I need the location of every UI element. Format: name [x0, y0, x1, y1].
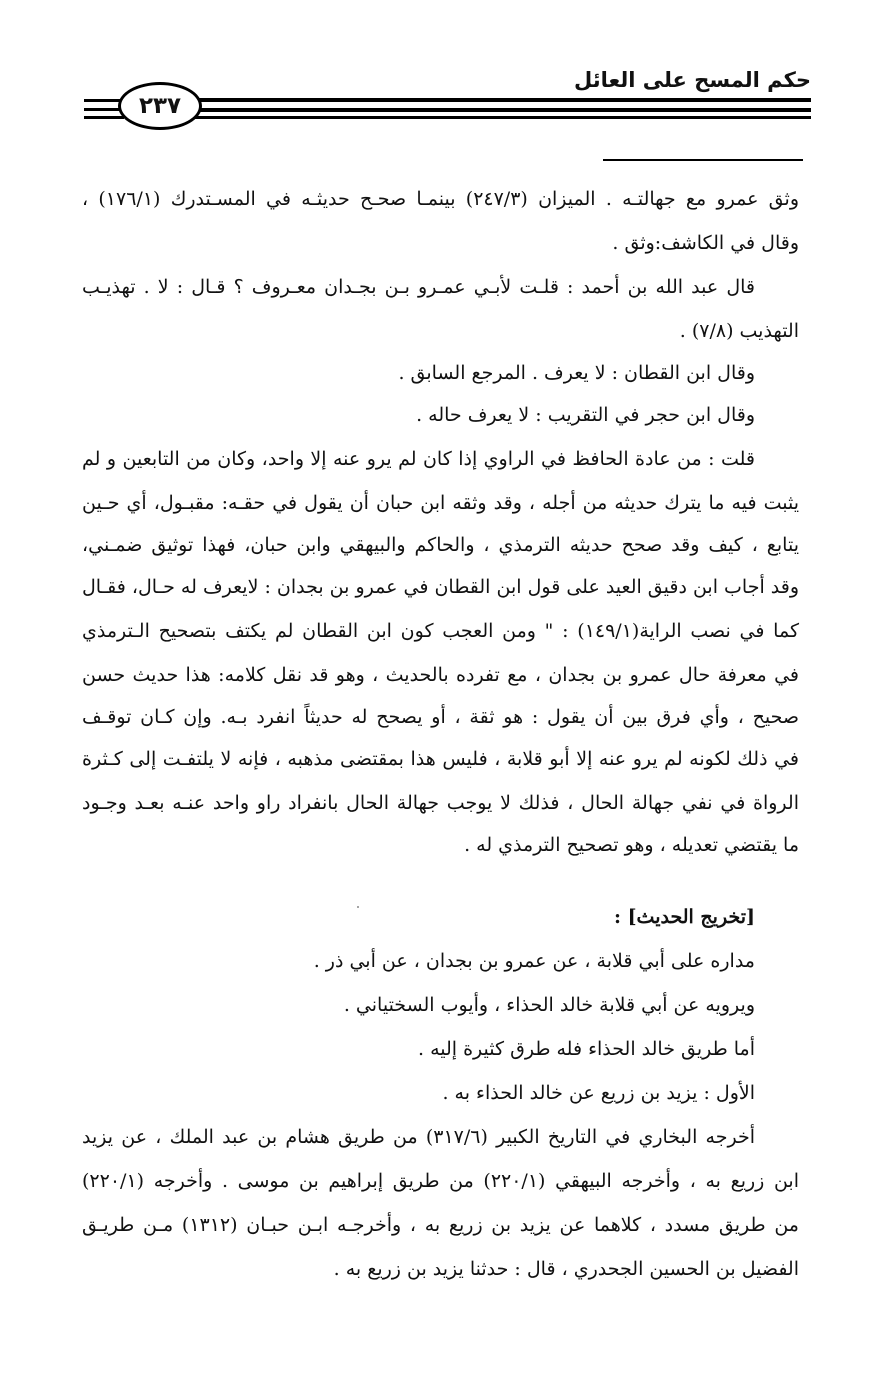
text-line: الأول : يزيد بن زريع عن خالد الحذاء به .: [442, 1082, 755, 1104]
text-line: وثق عمرو مع جهالتـه . الميزان (٢٤٧/٣) بينمـا صحـح حديثـه في المسـتدرك (١٧٦/١) ،: [82, 188, 799, 210]
text-line: ابن زريع به ، وأخرجه البيهقي (٢٢٠/١) من طريق إبراهيم بن موسى . وأخرجه (٢٢٠/١): [82, 1170, 799, 1192]
text-line: قلت : من عادة الحافظ في الراوي إذا كان لم يرو عنه إلا واحد، وكان من التابعين و لم: [82, 448, 755, 470]
header-rule: [190, 116, 811, 119]
text-line: وقد أجاب ابن دقيق العيد على قول ابن القطان في عمرو بن بجدان : لايعرف له حـال، فقـال: [81, 576, 799, 598]
text-line: وقال ابن حجر في التقريب : لا يعرف حاله .: [416, 404, 755, 426]
text-line: مداره على أبي قلابة ، عن عمرو بن بجدان ، عن أبي ذر .: [313, 950, 755, 972]
text-line: التهذيب (٧/٨) .: [679, 320, 799, 342]
text-line: وقال في الكاشف:وثق .: [612, 232, 799, 254]
text-line: أخرجه البخاري في التاريخ الكبير (٣١٧/٦) من طريق هشام بن عبد الملك ، عن يزيد: [82, 1126, 755, 1148]
section-heading: [تخريج الحديث] :: [613, 906, 755, 928]
text-line: في معرفة حال عمرو بن بجدان ، مع تفرده بالحديث ، وهو قد نقل كلامه: هذا حديث حسن: [82, 664, 799, 686]
header-rule: [190, 108, 811, 112]
footnote-separator: [603, 159, 803, 161]
text-line: ما يقتضي تعديله ، وهو تصحيح الترمذي له .: [464, 834, 799, 856]
text-line: قال عبد الله بن أحمد : قلـت لأبـي عمـرو بـن بجـدان معـروف ؟ قـال : لا . تهذيـب: [82, 276, 755, 298]
header-rule: [84, 116, 124, 119]
text-line: كما في نصب الراية(١٤٩/١) : " ومن العجب كون ابن القطان لم يكتف بتصحيح الـترمذي: [82, 620, 799, 642]
text-line: وقال ابن القطان : لا يعرف . المرجع السابق .: [398, 362, 755, 384]
running-title: حكم المسح على العائل: [573, 68, 811, 92]
scan-speck: [357, 906, 359, 908]
page-number: ٢٣٧: [118, 82, 202, 130]
text-line: يثبت فيه ما يترك حديثه من أجله ، وقد وثقه ابن حبان أن يقول في حقـه: مقبـول، أي حـين: [82, 492, 799, 514]
text-line: صحيح ، وأي فرق بين أن يقول : هو ثقة ، أو يصحح له حديثاً انفرد بـه. وإن كـان توقـف: [82, 706, 799, 728]
text-line: الرواة في نفي جهالة الحال ، فذلك لا يوجب جهالة الحال بانفراد راو واحد عنـه بعـد وجـود: [82, 792, 799, 814]
header-rule: [190, 98, 811, 102]
text-line: يتابع ، كيف وقد صحح حديثه الترمذي ، والحاكم والبيهقي وابن حبان، فهذا توثيق ضمـني،: [82, 534, 799, 556]
text-line: أما طريق خالد الحذاء فله طرق كثيرة إليه .: [418, 1038, 755, 1060]
text-line: في ذلك لكونه لم يرو عنه إلا أبو قلابة ، فليس هذا بمقتضى مذهبه ، فإنه لا يلتفـت إلى كـثرة: [82, 748, 799, 770]
text-line: الفضيل بن الحسين الجحدري ، قال : حدثنا يزيد بن زريع به .: [333, 1258, 799, 1280]
text-line: ويرويه عن أبي قلابة خالد الحذاء ، وأيوب السختياني .: [343, 994, 755, 1016]
text-line: من طريق مسدد ، كلاهما عن يزيد بن زريع به ، وأخرجـه ابـن حبـان (١٣١٢) مـن طريـق: [82, 1214, 799, 1236]
